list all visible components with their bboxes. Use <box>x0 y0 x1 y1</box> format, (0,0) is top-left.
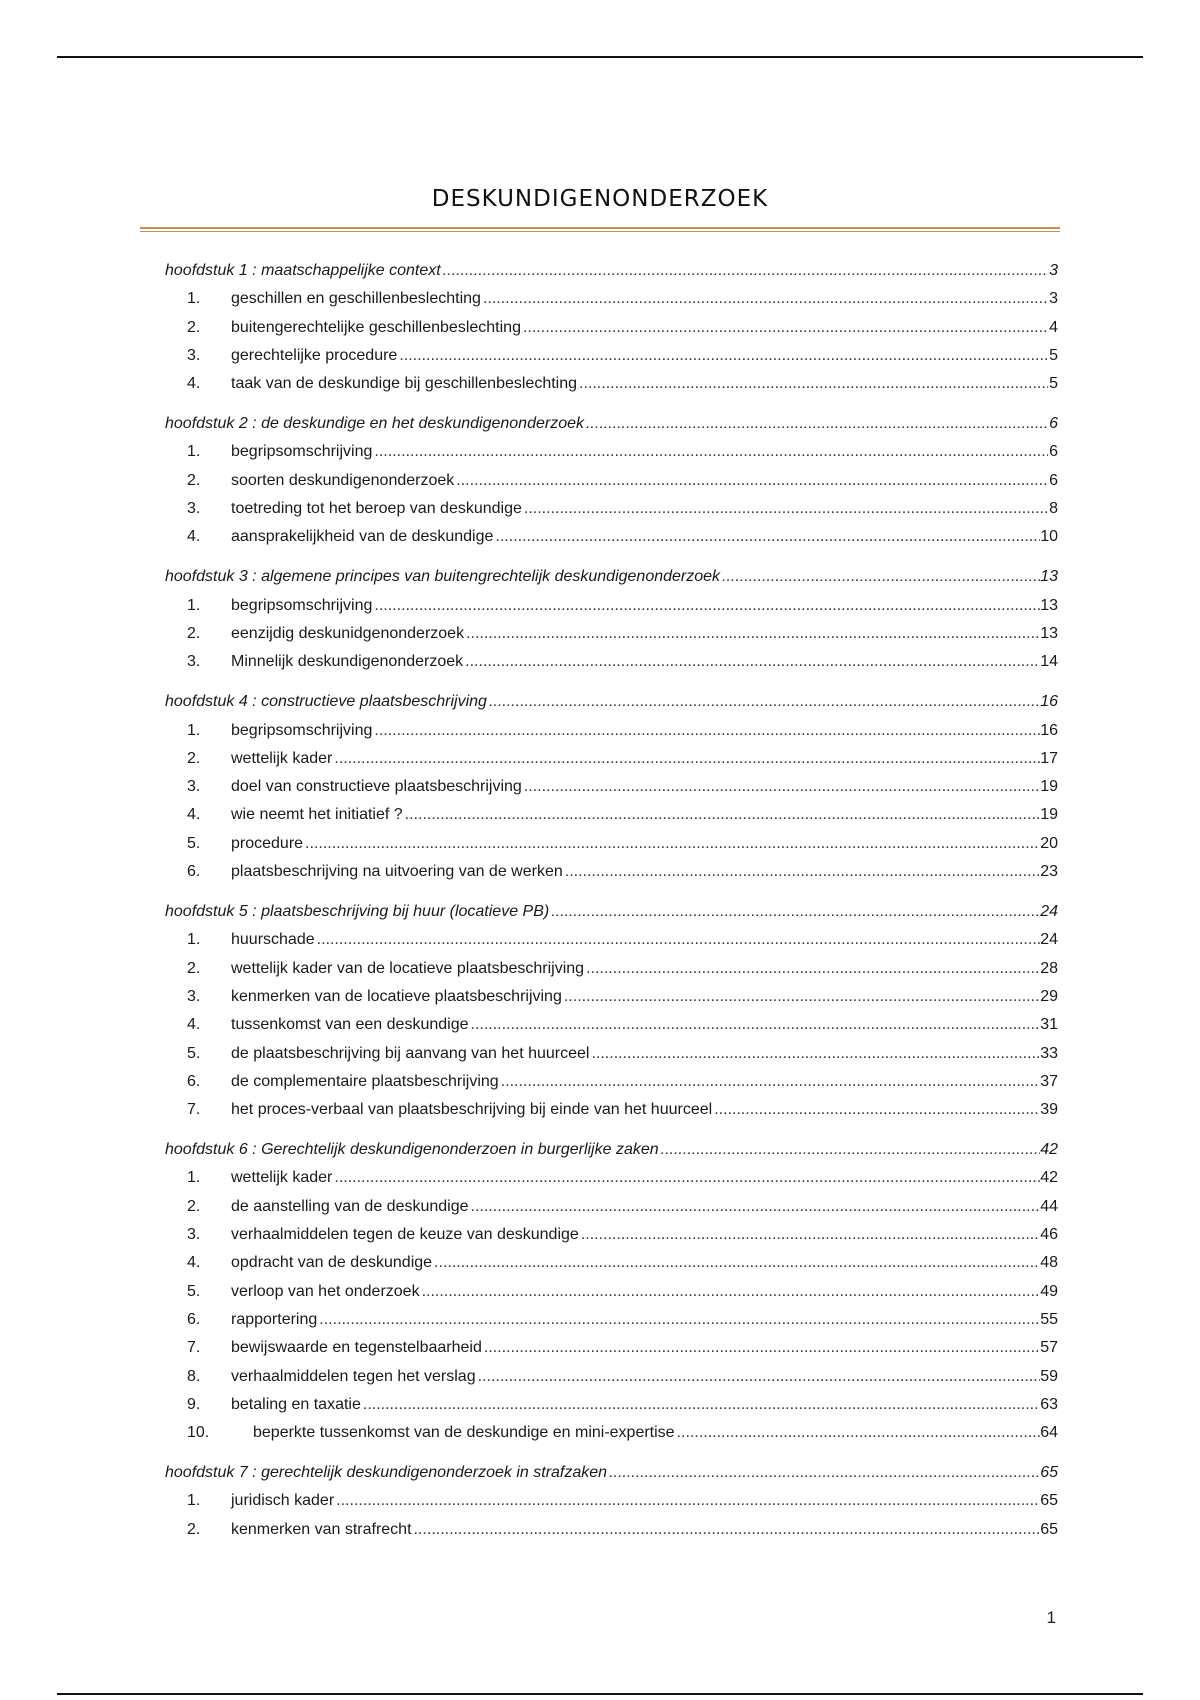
toc-chapter-title: hoofdstuk 3 : algemene principes van buitengrechtelijk deskundigenonderzoek <box>165 568 721 586</box>
toc-item-label: juridisch kader <box>231 1492 335 1510</box>
toc-item-page: 55 <box>1040 1310 1058 1328</box>
toc-item-label: soorten deskundigenonderzoek <box>231 471 455 489</box>
toc-item[interactable] <box>165 1187 1058 1215</box>
toc-item-number: 2. <box>187 959 201 977</box>
toc-leader-dots <box>712 1101 1040 1119</box>
toc-item[interactable] <box>165 1006 1058 1034</box>
toc-item-label: opdracht van de deskundige <box>231 1254 433 1272</box>
toc-leader-dots <box>403 806 1041 824</box>
header-rule <box>57 56 1143 58</box>
toc-item-page: 65 <box>1040 1520 1058 1538</box>
toc-item-page: 37 <box>1040 1072 1058 1090</box>
toc-item[interactable] <box>165 1357 1058 1385</box>
toc-leader-dots <box>332 1169 1040 1187</box>
toc-chapter <box>165 1129 1058 1442</box>
toc-item[interactable] <box>165 1063 1058 1091</box>
toc-item-number: 3. <box>187 346 201 364</box>
toc-item-page: 10 <box>1040 528 1058 546</box>
toc-item-number: 7. <box>187 1101 201 1119</box>
toc-item-number: 5. <box>187 1044 201 1062</box>
toc-leader-dots <box>482 1339 1040 1357</box>
toc-item-page: 46 <box>1040 1226 1058 1244</box>
toc-item-number: 2. <box>187 624 201 642</box>
toc-leader-dots <box>521 319 1048 337</box>
toc-item-number: 1. <box>187 931 201 949</box>
toc-item-label: aansprakelijkheid van de deskundige <box>231 528 494 546</box>
toc-item-label: toetreding tot het beroep van deskundige <box>231 500 522 518</box>
toc-chapter <box>165 891 1058 1119</box>
toc-item-label: Minnelijk deskundigenonderzoek <box>231 653 464 671</box>
toc-leader-dots <box>469 1198 1041 1216</box>
toc-chapter-title: hoofdstuk 5 : plaatsbeschrijving bij huur (locatieve PB) <box>165 903 550 921</box>
toc-item-number: 3. <box>187 653 201 671</box>
toc-chapter-page: 3 <box>1049 262 1058 279</box>
toc-item-number: 3. <box>187 987 201 1005</box>
toc-item-number: 2. <box>187 749 201 767</box>
toc-leader-dots <box>607 1464 1040 1482</box>
toc-chapter <box>165 1452 1058 1539</box>
toc-item[interactable] <box>165 586 1058 614</box>
toc-item[interactable] <box>165 1386 1058 1414</box>
toc-item-number: 1. <box>187 596 201 614</box>
toc-item-page: 23 <box>1040 863 1058 881</box>
toc-item-page: 28 <box>1040 959 1058 977</box>
toc-item[interactable] <box>165 740 1058 768</box>
toc-item-page: 14 <box>1040 653 1058 671</box>
toc-item-label: kenmerken van strafrecht <box>231 1520 412 1538</box>
toc-item-page: 39 <box>1040 1101 1058 1119</box>
toc-leader-dots <box>454 472 1048 490</box>
toc-item-number: 2. <box>187 1520 201 1538</box>
toc-item-label: wie neemt het initiatief ? <box>231 806 403 824</box>
toc-item-page: 6 <box>1049 471 1058 489</box>
toc-item-label: plaatsbeschrijving na uitvoering van de werken <box>231 863 563 881</box>
toc-leader-dots <box>372 722 1040 740</box>
toc-item-label: bewijswaarde en tegenstelbaarheid <box>231 1339 482 1357</box>
toc-chapter <box>165 403 1058 546</box>
toc-chapter-page: 24 <box>1040 903 1058 921</box>
toc-item-number: 3. <box>187 500 201 518</box>
toc-item-label: beperkte tussenkomst van de deskundige en mini-expertise <box>253 1424 675 1442</box>
toc-item[interactable] <box>165 1414 1058 1442</box>
toc-item-label: wettelijk kader van de locatieve plaatsbeschrijving <box>231 959 585 977</box>
toc-item-number: 2. <box>187 318 201 336</box>
toc-leader-dots <box>432 1254 1040 1272</box>
toc-item-number: 6. <box>187 1072 201 1090</box>
toc-leader-dots <box>549 903 1040 921</box>
toc-item-page: 17 <box>1040 749 1058 767</box>
toc-item-label: de plaatsbeschrijving bij aanvang van het huurceel <box>231 1044 590 1062</box>
toc-item[interactable] <box>165 796 1058 824</box>
toc-chapter-entry[interactable] <box>165 556 1058 586</box>
toc-item-page: 29 <box>1040 987 1058 1005</box>
toc-leader-dots <box>562 988 1040 1006</box>
toc-leader-dots <box>315 931 1041 949</box>
toc-item[interactable] <box>165 1034 1058 1062</box>
toc-item-number: 1. <box>187 1492 201 1510</box>
toc-chapter-title: hoofdstuk 4 : constructieve plaatsbeschrijving <box>165 693 487 711</box>
toc-item[interactable] <box>165 1272 1058 1300</box>
toc-item-page: 6 <box>1049 443 1058 461</box>
page-number: 1 <box>1046 1608 1056 1627</box>
toc-chapter-page: 13 <box>1040 568 1058 586</box>
toc-item-label: wettelijk kader <box>231 749 333 767</box>
toc-item-page: 24 <box>1040 931 1058 949</box>
toc-item-page: 48 <box>1040 1254 1058 1272</box>
toc-leader-dots <box>317 1311 1040 1329</box>
toc-item-number: 4. <box>187 528 201 546</box>
toc-item-page: 5 <box>1049 375 1058 393</box>
toc-leader-dots <box>659 1141 1041 1159</box>
toc-item-page: 13 <box>1040 596 1058 614</box>
toc-item-page: 57 <box>1040 1339 1058 1357</box>
toc-leader-dots <box>584 960 1040 978</box>
toc-item-page: 59 <box>1040 1367 1058 1385</box>
toc-item-page: 20 <box>1040 834 1058 852</box>
toc-item[interactable] <box>165 921 1058 949</box>
toc-chapter-title: hoofdstuk 1 : maatschappelijke context <box>165 262 441 279</box>
toc-chapter-title: hoofdstuk 6 : Gerechtelijk deskundigenonderzoen in burgerlijke zaken <box>165 1141 659 1159</box>
toc-item-number: 1. <box>187 443 201 461</box>
toc-item-label: de aanstelling van de deskundige <box>231 1197 469 1215</box>
toc-leader-dots <box>332 750 1040 768</box>
toc-item[interactable] <box>165 1301 1058 1329</box>
toc-item-page: 8 <box>1049 500 1058 518</box>
toc-item[interactable] <box>165 490 1058 518</box>
toc-item-label: de complementaire plaatsbeschrijving <box>231 1072 499 1090</box>
table-of-contents <box>165 250 1058 1549</box>
toc-item[interactable] <box>165 1091 1058 1119</box>
title-underline <box>140 227 1060 234</box>
toc-leader-dots <box>579 1226 1040 1244</box>
toc-item[interactable] <box>165 337 1058 365</box>
toc-item[interactable] <box>165 461 1058 489</box>
toc-item-number: 3. <box>187 1226 201 1244</box>
toc-item-number: 8. <box>187 1367 201 1385</box>
toc-item[interactable] <box>165 711 1058 739</box>
toc-item-page: 44 <box>1040 1197 1058 1215</box>
toc-chapter-entry[interactable] <box>165 250 1058 280</box>
toc-item-page: 64 <box>1040 1424 1058 1442</box>
toc-chapter <box>165 250 1058 393</box>
toc-item-number: 1. <box>187 721 201 739</box>
toc-leader-dots <box>675 1424 1041 1442</box>
toc-item-number: 3. <box>187 778 201 796</box>
toc-leader-dots <box>481 290 1048 308</box>
toc-leader-dots <box>303 835 1040 853</box>
toc-item-number: 6. <box>187 863 201 881</box>
toc-leader-dots <box>487 693 1040 711</box>
toc-item-label: kenmerken van de locatieve plaatsbeschrijving <box>231 987 562 1005</box>
toc-item-page: 3 <box>1049 290 1058 308</box>
toc-item-label: begripsomschrijving <box>231 443 373 461</box>
toc-item-number: 5. <box>187 834 201 852</box>
toc-item-number: 2. <box>187 1197 201 1215</box>
toc-item-label: het proces-verbaal van plaatsbeschrijving bij einde van het huurceel <box>231 1101 713 1119</box>
toc-leader-dots <box>412 1521 1041 1539</box>
toc-chapter <box>165 681 1058 881</box>
toc-item-label: begripsomschrijving <box>231 721 373 739</box>
toc-item[interactable] <box>165 1510 1058 1538</box>
toc-item-page: 33 <box>1040 1044 1058 1062</box>
toc-item-page: 13 <box>1040 624 1058 642</box>
toc-item-number: 1. <box>187 1169 201 1187</box>
toc-leader-dots <box>577 375 1048 393</box>
toc-leader-dots <box>463 653 1040 671</box>
toc-item-label: geschillen en geschillenbeslechting <box>231 290 481 308</box>
toc-leader-dots <box>584 415 1048 433</box>
document-title: DESKUNDIGENONDERZOEK <box>431 186 769 212</box>
toc-item[interactable] <box>165 824 1058 852</box>
toc-item-page: 19 <box>1040 778 1058 796</box>
toc-item[interactable] <box>165 768 1058 796</box>
toc-leader-dots <box>499 1073 1041 1091</box>
toc-leader-dots <box>372 443 1048 461</box>
toc-item-page: 42 <box>1040 1169 1058 1187</box>
toc-item-label: wettelijk kader <box>231 1169 333 1187</box>
toc-chapter-title: hoofdstuk 7 : gerechtelijk deskundigenonderzoek in strafzaken <box>165 1464 608 1482</box>
toc-chapter-entry[interactable] <box>165 1452 1058 1482</box>
toc-chapter-page: 6 <box>1049 415 1058 433</box>
toc-chapter-entry[interactable] <box>165 403 1058 433</box>
toc-item[interactable] <box>165 518 1058 546</box>
toc-leader-dots <box>468 1016 1040 1034</box>
toc-item-number: 4. <box>187 375 201 393</box>
toc-leader-dots <box>563 863 1040 881</box>
toc-item-label: buitengerechtelijke geschillenbeslechting <box>231 318 521 336</box>
toc-leader-dots <box>372 597 1040 615</box>
toc-leader-dots <box>720 568 1040 586</box>
toc-item[interactable] <box>165 365 1058 393</box>
toc-leader-dots <box>420 1283 1041 1301</box>
toc-leader-dots <box>397 347 1048 365</box>
toc-leader-dots <box>589 1045 1040 1063</box>
toc-item[interactable] <box>165 1244 1058 1272</box>
toc-item-label: taak van de deskundige bij geschillenbeslechting <box>231 375 578 393</box>
toc-item-page: 65 <box>1040 1492 1058 1510</box>
toc-item-label: verloop van het onderzoek <box>231 1282 420 1300</box>
toc-leader-dots <box>334 1492 1040 1510</box>
toc-item-number: 7. <box>187 1339 201 1357</box>
toc-leader-dots <box>361 1396 1040 1414</box>
toc-item-label: doel van constructieve plaatsbeschrijving <box>231 778 522 796</box>
toc-item-page: 49 <box>1040 1282 1058 1300</box>
toc-item-number: 5. <box>187 1282 201 1300</box>
toc-item[interactable] <box>165 643 1058 671</box>
toc-leader-dots <box>464 625 1040 643</box>
toc-chapter-entry[interactable] <box>165 1129 1058 1159</box>
toc-item-number: 10. <box>187 1424 210 1442</box>
footer-rule <box>57 1693 1143 1695</box>
toc-item-page: 4 <box>1049 318 1058 336</box>
toc-item-number: 2. <box>187 471 201 489</box>
toc-item[interactable] <box>165 978 1058 1006</box>
toc-item[interactable] <box>165 1216 1058 1244</box>
toc-chapter-page: 42 <box>1040 1141 1058 1159</box>
toc-item-label: huurschade <box>231 931 315 949</box>
toc-item-number: 4. <box>187 806 201 824</box>
toc-chapter-page: 16 <box>1040 693 1058 711</box>
toc-item-label: eenzijdig deskunidgenonderzoek <box>231 624 465 642</box>
toc-item-label: procedure <box>231 834 304 852</box>
toc-item-page: 16 <box>1040 721 1058 739</box>
toc-item-number: 6. <box>187 1310 201 1328</box>
toc-item-label: rapportering <box>231 1310 318 1328</box>
toc-chapter-title: hoofdstuk 2 : de deskundige en het deskundigenonderzoek <box>165 415 584 433</box>
toc-item[interactable] <box>165 1482 1058 1510</box>
toc-chapter-entry[interactable] <box>165 891 1058 921</box>
toc-item-page: 63 <box>1040 1395 1058 1413</box>
toc-item-label: gerechtelijke procedure <box>231 346 398 364</box>
toc-item[interactable] <box>165 308 1058 336</box>
toc-item-number: 4. <box>187 1016 201 1034</box>
toc-item-label: betaling en taxatie <box>231 1395 361 1413</box>
toc-item-number: 4. <box>187 1254 201 1272</box>
toc-item-label: verhaalmiddelen tegen de keuze van deskundige <box>231 1226 579 1244</box>
toc-item[interactable] <box>165 615 1058 643</box>
toc-item-number: 9. <box>187 1395 201 1413</box>
toc-item-number: 1. <box>187 290 201 308</box>
toc-leader-dots <box>522 500 1048 518</box>
toc-item[interactable] <box>165 949 1058 977</box>
toc-chapter <box>165 556 1058 671</box>
toc-chapter-entry[interactable] <box>165 681 1058 711</box>
toc-leader-dots <box>493 528 1040 546</box>
toc-item[interactable] <box>165 280 1058 308</box>
toc-leader-dots <box>476 1368 1041 1386</box>
toc-item[interactable] <box>165 1159 1058 1187</box>
toc-item-label: begripsomschrijving <box>231 596 373 614</box>
toc-item[interactable] <box>165 1329 1058 1357</box>
toc-item[interactable] <box>165 433 1058 461</box>
toc-item[interactable] <box>165 853 1058 881</box>
toc-item-page: 19 <box>1040 806 1058 824</box>
toc-item-label: tussenkomst van een deskundige <box>231 1016 469 1034</box>
toc-item-page: 31 <box>1040 1016 1058 1034</box>
toc-leader-dots <box>522 778 1040 796</box>
toc-chapter-page: 65 <box>1040 1464 1058 1482</box>
toc-item-page: 5 <box>1049 346 1058 364</box>
toc-item-label: verhaalmiddelen tegen het verslag <box>231 1367 476 1385</box>
toc-leader-dots <box>441 262 1048 280</box>
